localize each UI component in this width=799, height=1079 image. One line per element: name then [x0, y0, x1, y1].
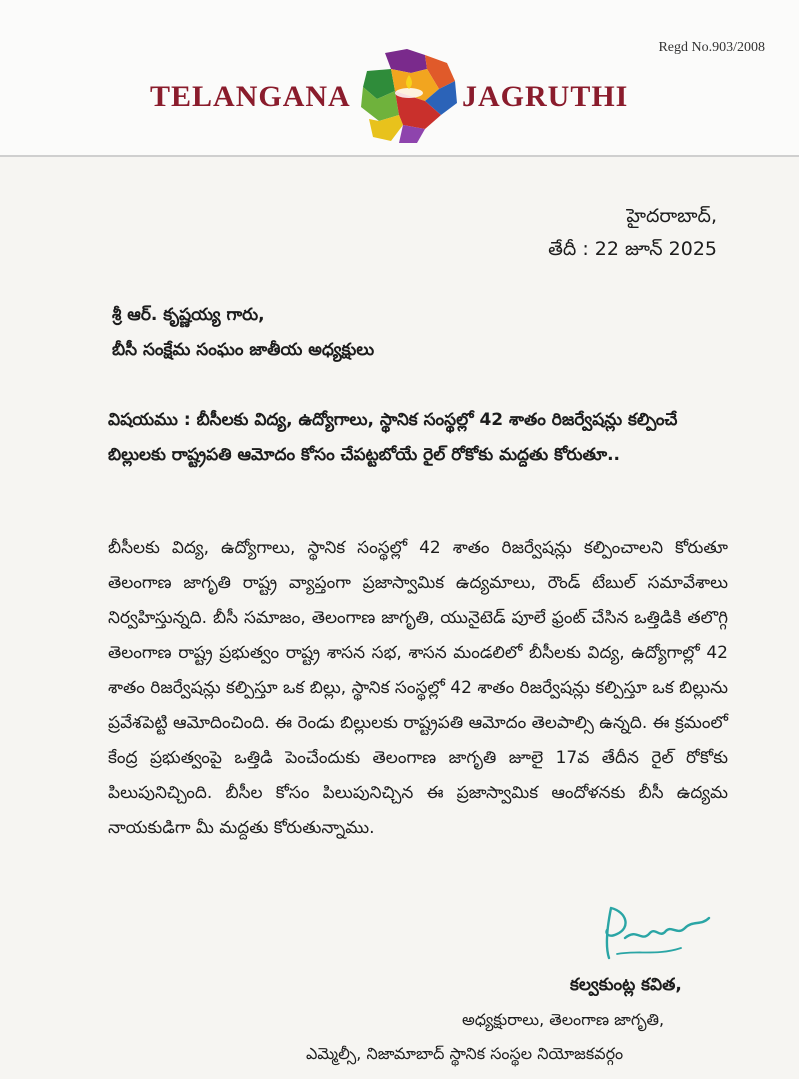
registration-number: Regd No.903/2008 [658, 40, 765, 55]
brand-name-left: TELANGANA [150, 80, 351, 113]
letterhead [0, 0, 799, 157]
letter-date: తేదీ : 22 జూన్ 2025 [548, 238, 717, 260]
recipient-designation: బీసీ సంక్షేమ సంఘం జాతీయ అధ్యక్షులు [112, 340, 375, 360]
sender-designation: అధ్యక్షురాలు, తెలంగాణ జాగృతి, [462, 1010, 665, 1029]
sender-constituency: ఎమ్మెల్సీ, నిజామాబాద్ స్థానిక సంస్థల నియోజకవర్గం [306, 1044, 624, 1063]
sender-name: కల్వకుంట్ల కవిత, [570, 975, 682, 995]
recipient-name: శ్రీ ఆర్. కృష్ణయ్య గారు, [112, 305, 265, 325]
letter-subject: విషయము : బీసీలకు విద్య, ఉద్యోగాలు, స్థానిక సంస్థల్లో 42 శాతం రిజర్వేషన్లు కల్పించే బిల్లులకు రాష్ట్రపతి ఆమోదం కోసం చేపట్టబోయే రైల్ రోకోకు మద్దతు కోరుతూ.. [108, 410, 678, 465]
telangana-map-logo-icon [355, 45, 460, 145]
handwritten-signature [597, 898, 715, 968]
letter-place: హైదరాబాద్, [626, 205, 717, 227]
brand-name-right: JAGRUTHI [462, 80, 629, 113]
letter-paragraph: బీసీలకు విద్య, ఉద్యోగాలు, స్థానిక సంస్థల్లో 42 శాతం రిజర్వేషన్లు కల్పించాలని కోరుతూ తెలంగాణ జాగృతి రాష్ట్ర వ్యాప్తంగా ప్రజాస్వామిక ఉద్యమాలు, రౌండ్ టేబుల్ సమావేశాలు నిర్వహిస్తున్నది. బీసీ సమాజం, తెలంగాణ జాగృతి, యునైటెడ్ పూలే ఫ్రంట్ చేసిన ఒత్తిడికి తలొగ్గి తెలంగాణ రాష్ట్ర ప్రభుత్వం రాష్ట్ర శాసన సభ, శాసన మండలిలో బీసీలకు విద్య, ఉద్యోగాల్లో 42 శాతం రిజర్వేషన్లు కల్పిస్తూ ఒక బిల్లు, స్థానిక సంస్థల్లో 42 శాతం రిజర్వేషన్లు కల్పిస్తూ ఒక బిల్లును ప్రవేశపెట్టి ఆమోదించింది. ఈ రెండు బిల్లులకు రాష్ట్రపతి ఆమోదం తెలపాల్సి ఉన్నది. ఈ క్రమంలో కేంద్ర ప్రభుత్వంపై ఒత్తిడి పెంచేందుకు తెలంగాణ జాగృతి జూలై 17వ తేదీన రైల్ రోకోకు పిలుపునిచ్చింది. బీసీల కోసం పిలుపునిచ్చిన ఈ ప్రజాస్వామిక ఆందోళనకు బీసీ ఉద్యమ నాయకుడిగా మీ మద్దతు కోరుతున్నాము. [108, 538, 728, 838]
